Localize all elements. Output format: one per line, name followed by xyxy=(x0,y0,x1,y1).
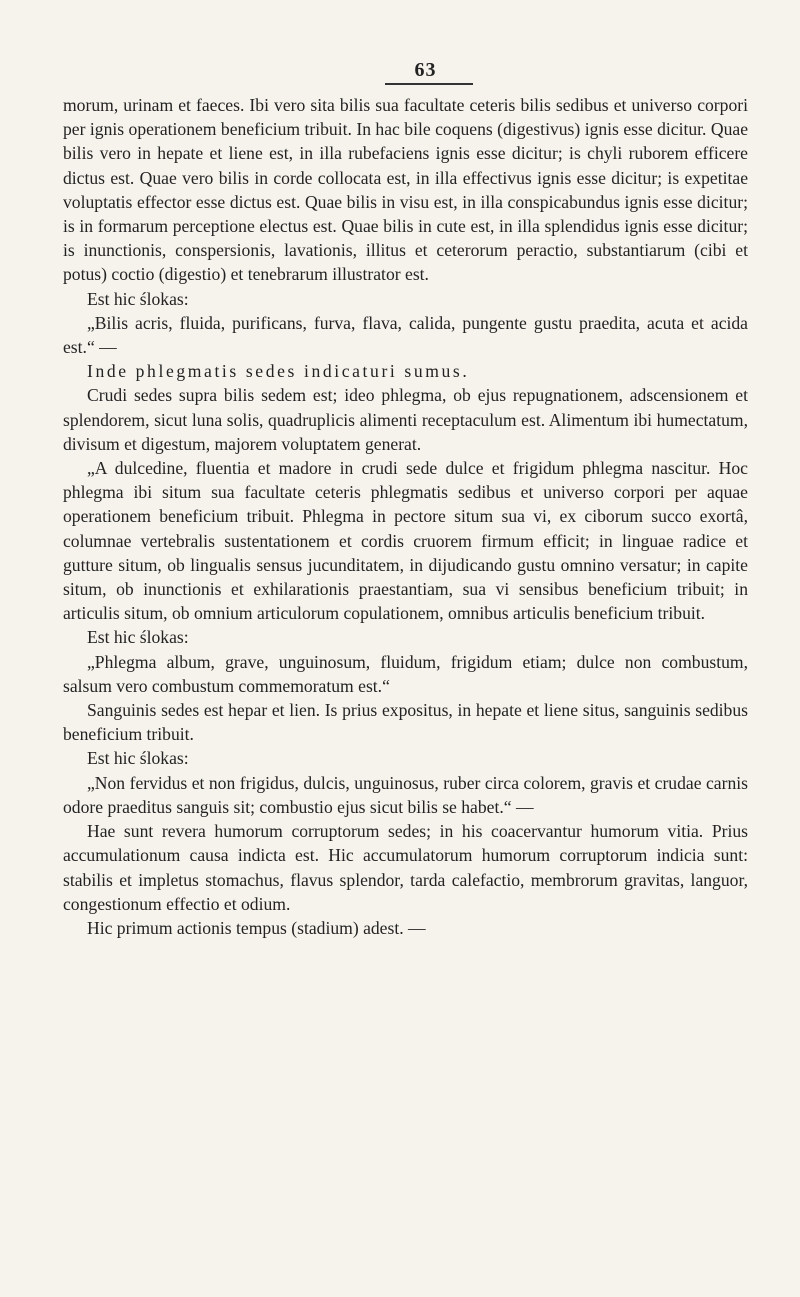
sloka-sanguis: „Non fervidus et non frigidus, dulcis, unguinosus, ruber circa colorem, gravis et crudae carnis odore praeditus sanguis sit; combustio ejus sicut bilis se habet.“ — xyxy=(63,772,748,817)
header-rule xyxy=(385,83,473,85)
paragraph-humorum-sedes: Hae sunt revera humorum corruptorum sedes; in his coacervantur humorum vitia. Prius accumulationum causa indicta est. Hic accumulatorum humorum corruptorum indicia sunt: stabilis et impletus stomachus, flavus splendor, tarda calefactio, membrorum gravitas, languor, congestionum effectio et odium. xyxy=(63,821,748,914)
paragraph-primum-tempus: Hic primum actionis tempus (stadium) adest. — xyxy=(87,917,426,938)
paragraph-phlegma-nascitur: „A dulcedine, fluentia et madore in crudi sede dulce et frigidum phlegma nascitur. Hoc phlegma ibi situm sua facultate ceteris phlegmatis sedibus et universo corpori per aquae operationem beneficium tribuit. Phlegma in pectore situm sua vi, ex ciborum succo exortâ, columnae vertebralis sustentationem et cordis cruorem firmum efficit; in linguae radice et gutture situm, ob lingualis sensus jucunditatem, in dijudicando gustu omnino versatur; in capite situm, ob inunctionis et exhilarationis praestantiam, sua vi sensibus beneficium tribuit; in articulis situm, ob omnium articulorum copulationem, omnibus articulis beneficium tribuit. xyxy=(63,458,748,624)
slokas-intro: Est hic ślokas: xyxy=(87,748,189,769)
paragraph-crudi-sedes: Crudi sedes supra bilis sedem est; ideo phlegma, ob ejus repugnationem, adscensionem et splendorem, sicut luna solis, quadruplicis alimenti receptaculum est. Alimentum ibi humectatum, divisum et digestum, majorem voluptatem generat. xyxy=(63,385,748,454)
paragraph-sanguinis-sedes: Sanguinis sedes est hepar et lien. Is prius expositus, in hepate et liene situs, sanguinis sedibus beneficium tribuit. xyxy=(63,700,748,745)
sloka-bilis: „Bilis acris, fluida, purificans, furva, flava, calida, pungente gustu praedita, acuta et acida est.“ — xyxy=(63,312,748,358)
book-page xyxy=(63,58,748,940)
slokas-intro: Est hic ślokas: xyxy=(87,627,189,648)
page-number: 63 xyxy=(414,59,437,81)
sloka-phlegma: „Phlegma album, grave, unguinosum, fluidum, frigidum etiam; dulce non combustum, salsum vero combustum commemoratum est.“ xyxy=(63,651,748,696)
slokas-intro: Est hic ślokas: xyxy=(87,288,189,309)
section-heading-phlegma: Inde phlegmatis sedes indicaturi sumus. xyxy=(87,361,470,382)
paragraph-bilis-sedes: morum, urinam et faeces. Ibi vero sita bilis sua facultate ceteris bilis sedibus et universo corpori per ignis operationem beneficium tribuit. In hac bile coquens (digestivus) ignis esse dicitur. Quae bilis vero in hepate et liene est, in illa rubefaciens ignis esse dicitur; is chyli ruborem efficere dictus est. Quae vero bilis in corde collocata est, in illa effectivus ignis esse dicitur; is expetitae voluptatis effector esse dictus est. Quae bilis in visu est, in illa conspicabundus ignis esse dicitur; is in formarum perceptione electus est. Quae bilis in cute est, in illa splendidus ignis esse dicitur; is inunctionis, conspersionis, lavationis, illitus et ceterorum peractio, substantiarum (cibi et potus) coctio (digestio) et tenebrarum illustrator est. xyxy=(63,95,748,285)
